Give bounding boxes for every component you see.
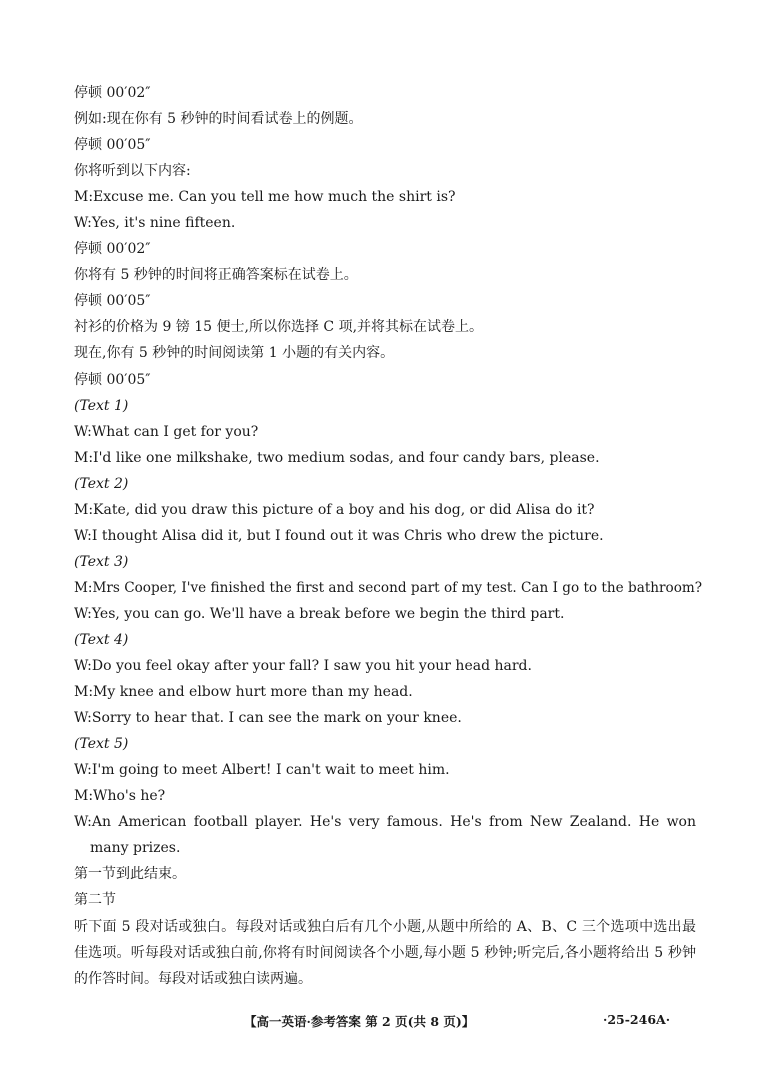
dialogue-line: W:I thought Alisa did it, but I found out it was Chris who drew the picture. — [74, 527, 604, 544]
instruction-line: 例如:现在你有 5 秒钟的时间看试卷上的例题。 — [74, 111, 363, 128]
dialogue-line: W:Yes, it's nine fifteen. — [74, 215, 236, 232]
instruction-line: 衬衫的价格为 9 镑 15 便士,所以你选择 C 项,并将其标在试卷上。 — [74, 319, 484, 336]
dialogue-line: W:What can I get for you? — [74, 423, 259, 440]
section-heading: 第二节 — [74, 892, 116, 909]
dialogue-line: W:Yes, you can go. We'll have a break before we begin the third part. — [74, 605, 565, 622]
footer-page-info: 【高一英语·参考答案 第 2 页(共 8 页)】 — [244, 1014, 475, 1029]
pause-line: 停顿 00′02″ — [74, 85, 151, 101]
pause-line: 停顿 00′02″ — [74, 241, 151, 258]
document-body — [74, 80, 703, 992]
text-label: (Text 2) — [74, 475, 129, 492]
pause-line: 停顿 00′05″ — [74, 137, 151, 154]
dialogue-line: M:Mrs Cooper, I've finished the first and second part of my test. Can I go to the bathroom? — [74, 579, 703, 596]
dialogue-line: M:I'd like one milkshake, two medium sodas, and four candy bars, please. — [74, 449, 600, 466]
text-label: (Text 1) — [74, 397, 129, 414]
dialogue-line: M:Excuse me. Can you tell me how much the shirt is? — [74, 189, 456, 206]
pause-line: 停顿 00′05″ — [74, 371, 151, 388]
dialogue-line: M:My knee and elbow hurt more than my head. — [74, 684, 413, 701]
pause-line: 停顿 00′05″ — [74, 293, 151, 310]
dialogue-line: M:Kate, did you draw this picture of a boy and his dog, or did Alisa do it? — [74, 501, 595, 518]
page-footer — [0, 1012, 765, 1032]
text-label: (Text 4) — [74, 631, 129, 648]
text-label: (Text 3) — [74, 553, 129, 570]
dialogue-line: W:An American football player. He's very famous. He's from New Zealand. He won many prizes. — [74, 814, 696, 857]
instruction-line: 你将听到以下内容: — [74, 163, 191, 180]
section-instructions: 听下面 5 段对话或独白。每段对话或独白后有几个小题,从题中所给的 A、B、C 三个选项中选出最佳选项。听每段对话或独白前,你将有时间阅读各个小题,每小题 5 秒钟;听完后,各小题将给出 5 秒钟的作答时间。每段对话或独白读两遍。 — [74, 918, 696, 987]
instruction-line: 你将有 5 秒钟的时间将正确答案标在试卷上。 — [74, 267, 358, 284]
dialogue-line: W:I'm going to meet Albert! I can't wait to meet him. — [74, 762, 450, 779]
dialogue-line: M:Who's he? — [74, 788, 166, 805]
footer-code: ·25-246A· — [603, 1012, 671, 1027]
text-label: (Text 5) — [74, 736, 129, 753]
dialogue-line: W:Sorry to hear that. I can see the mark on your knee. — [74, 710, 462, 727]
instruction-line: 现在,你有 5 秒钟的时间阅读第 1 小题的有关内容。 — [74, 345, 395, 362]
section-end-line: 第一节到此结束。 — [74, 866, 186, 883]
dialogue-line: W:Do you feel okay after your fall? I saw you hit your head hard. — [74, 658, 532, 675]
